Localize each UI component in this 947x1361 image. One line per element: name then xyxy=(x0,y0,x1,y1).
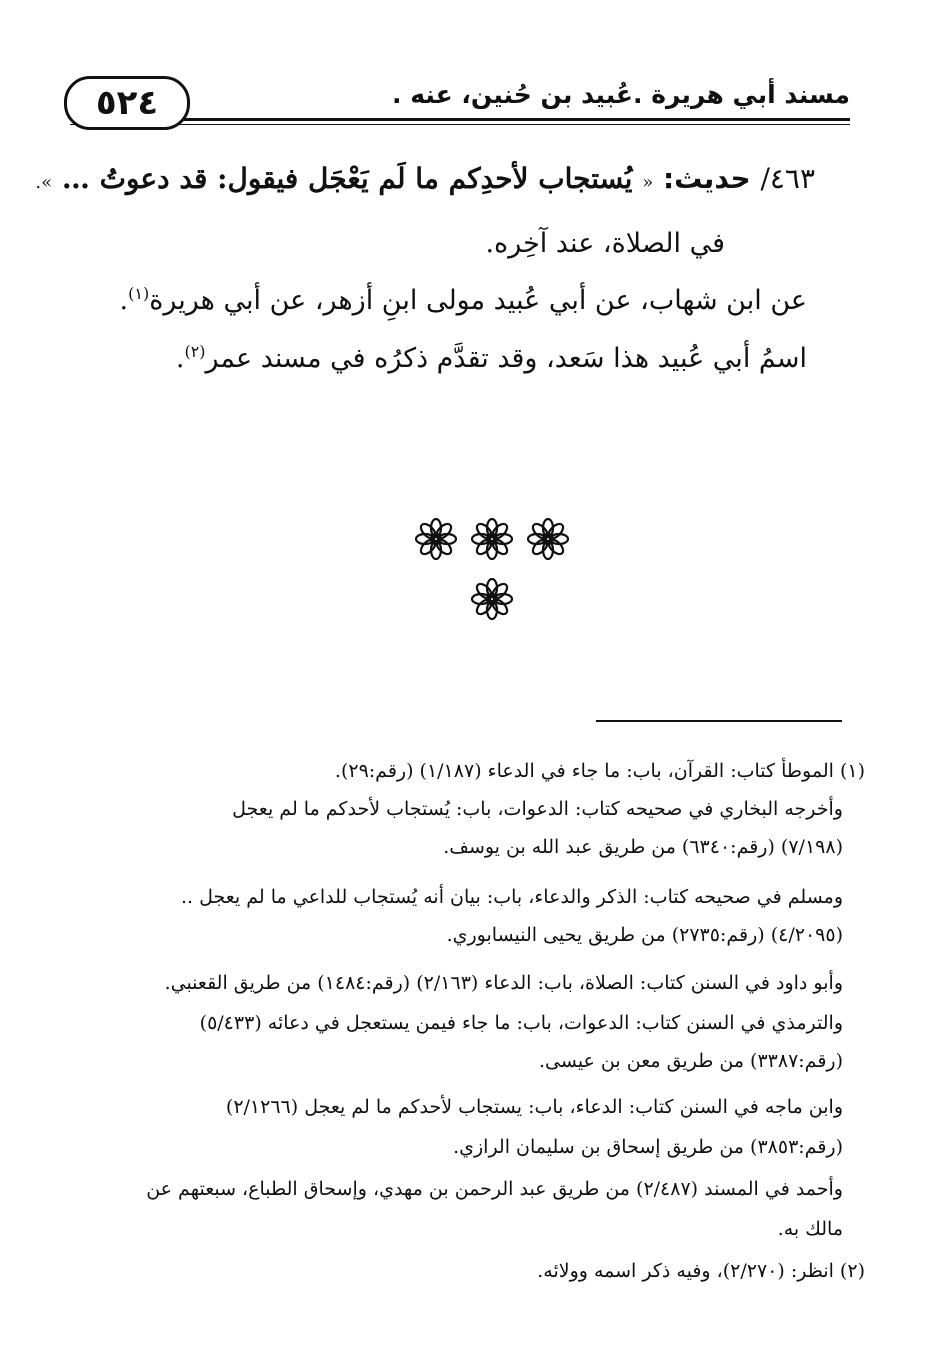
footnote-line: وأحمد في المسند (٢/٤٨٧) من طريق عبد الرحمن بن مهدي، وإسحاق الطباع، سبعتهم عن xyxy=(146,1178,843,1200)
footnote-line: وابن ماجه في السنن كتاب: الدعاء، باب: يستجاب لأحدكم ما لم يعجل (٢/١٢٦٦) xyxy=(225,1096,843,1118)
header-rule-thin xyxy=(70,124,850,125)
body-line-4-end: . xyxy=(175,343,185,374)
open-quote: « xyxy=(642,172,654,193)
running-header xyxy=(70,70,850,130)
eight-petal-star-icon xyxy=(415,518,457,560)
hadith-label: حديث: xyxy=(662,162,751,195)
footnote-line: مالك به. xyxy=(777,1218,843,1240)
footnote-line: ومسلم في صحيحه كتاب: الذكر والدعاء، باب: بيان أنه يُستجاب للداعي ما لم يعجل .. xyxy=(180,886,843,908)
eight-petal-star-icon xyxy=(471,518,513,560)
close-quote: ». xyxy=(35,172,53,193)
footnote-line: وأخرجه البخاري في صحيحه كتاب: الدعوات، باب: يُستجاب لأحدكم ما لم يعجل xyxy=(232,798,843,820)
footnote-line: والترمذي في السنن كتاب: الدعوات، باب: ما جاء فيمن يستعجل في دعائه (٥/٤٣٣) xyxy=(199,1012,843,1034)
footnote-ref-2: (٢) xyxy=(184,342,206,361)
footnote-line: وأبو داود في السنن كتاب: الصلاة، باب: الدعاء (٢/١٦٣) (رقم:١٤٨٤) من طريق القعنبي. xyxy=(164,972,843,994)
footnote-line: (رقم:٣٨٥٣) من طريق إسحاق بن سليمان الرازي. xyxy=(453,1136,843,1158)
hadith-text: يُستجاب لأحدِكم ما لَم يَعْجَل فيقول: قد دعوتُ … xyxy=(61,162,633,195)
hadith-number: ٤٦٣/ xyxy=(760,162,815,195)
footnote-line: (٢) انظر: (٢/٢٧٠)، وفيه ذكر اسمه وولائه. xyxy=(537,1260,865,1282)
footnote-line: (٤/٢٠٩٥) (رقم:٢٧٣٥) من طريق يحيى النيسابوري. xyxy=(446,924,843,946)
footnote-line: (رقم:٣٣٨٧) من طريق معن بن عيسى. xyxy=(539,1050,843,1072)
hadith-heading xyxy=(35,162,815,195)
footnote-separator xyxy=(596,720,842,722)
page-number: ٥٢٤ xyxy=(64,76,190,130)
body-line-4 xyxy=(176,342,807,374)
body-line-2: في الصلاة، عند آخِره. xyxy=(485,228,725,259)
eight-petal-star-icon xyxy=(471,578,513,620)
body-line-3-text: عن ابن شهاب، عن أبي عُبيد مولى ابنِ أزهر، عن أبي هريرة xyxy=(149,285,807,316)
body-line-3-end: . xyxy=(119,285,129,316)
footnote-line: (١) الموطأ كتاب: القرآن، باب: ما جاء في الدعاء (١/١٨٧) (رقم:٢٩). xyxy=(334,760,865,782)
footnote-ref-1: (١) xyxy=(128,284,150,303)
eight-petal-star-icon xyxy=(527,518,569,560)
footnote-line: (٧/١٩٨) (رقم:٦٣٤٠) من طريق عبد الله بن يوسف. xyxy=(443,836,843,858)
body-line-3 xyxy=(120,284,808,316)
running-header-title: مسند أبي هريرة .عُبيد بن حُنين، عنه . xyxy=(392,80,850,109)
body-line-4-text: اسمُ أبي عُبيد هذا سَعد، وقد تقدَّم ذكرُه في مسند عمر xyxy=(205,343,807,374)
header-rule-thick xyxy=(70,118,850,121)
